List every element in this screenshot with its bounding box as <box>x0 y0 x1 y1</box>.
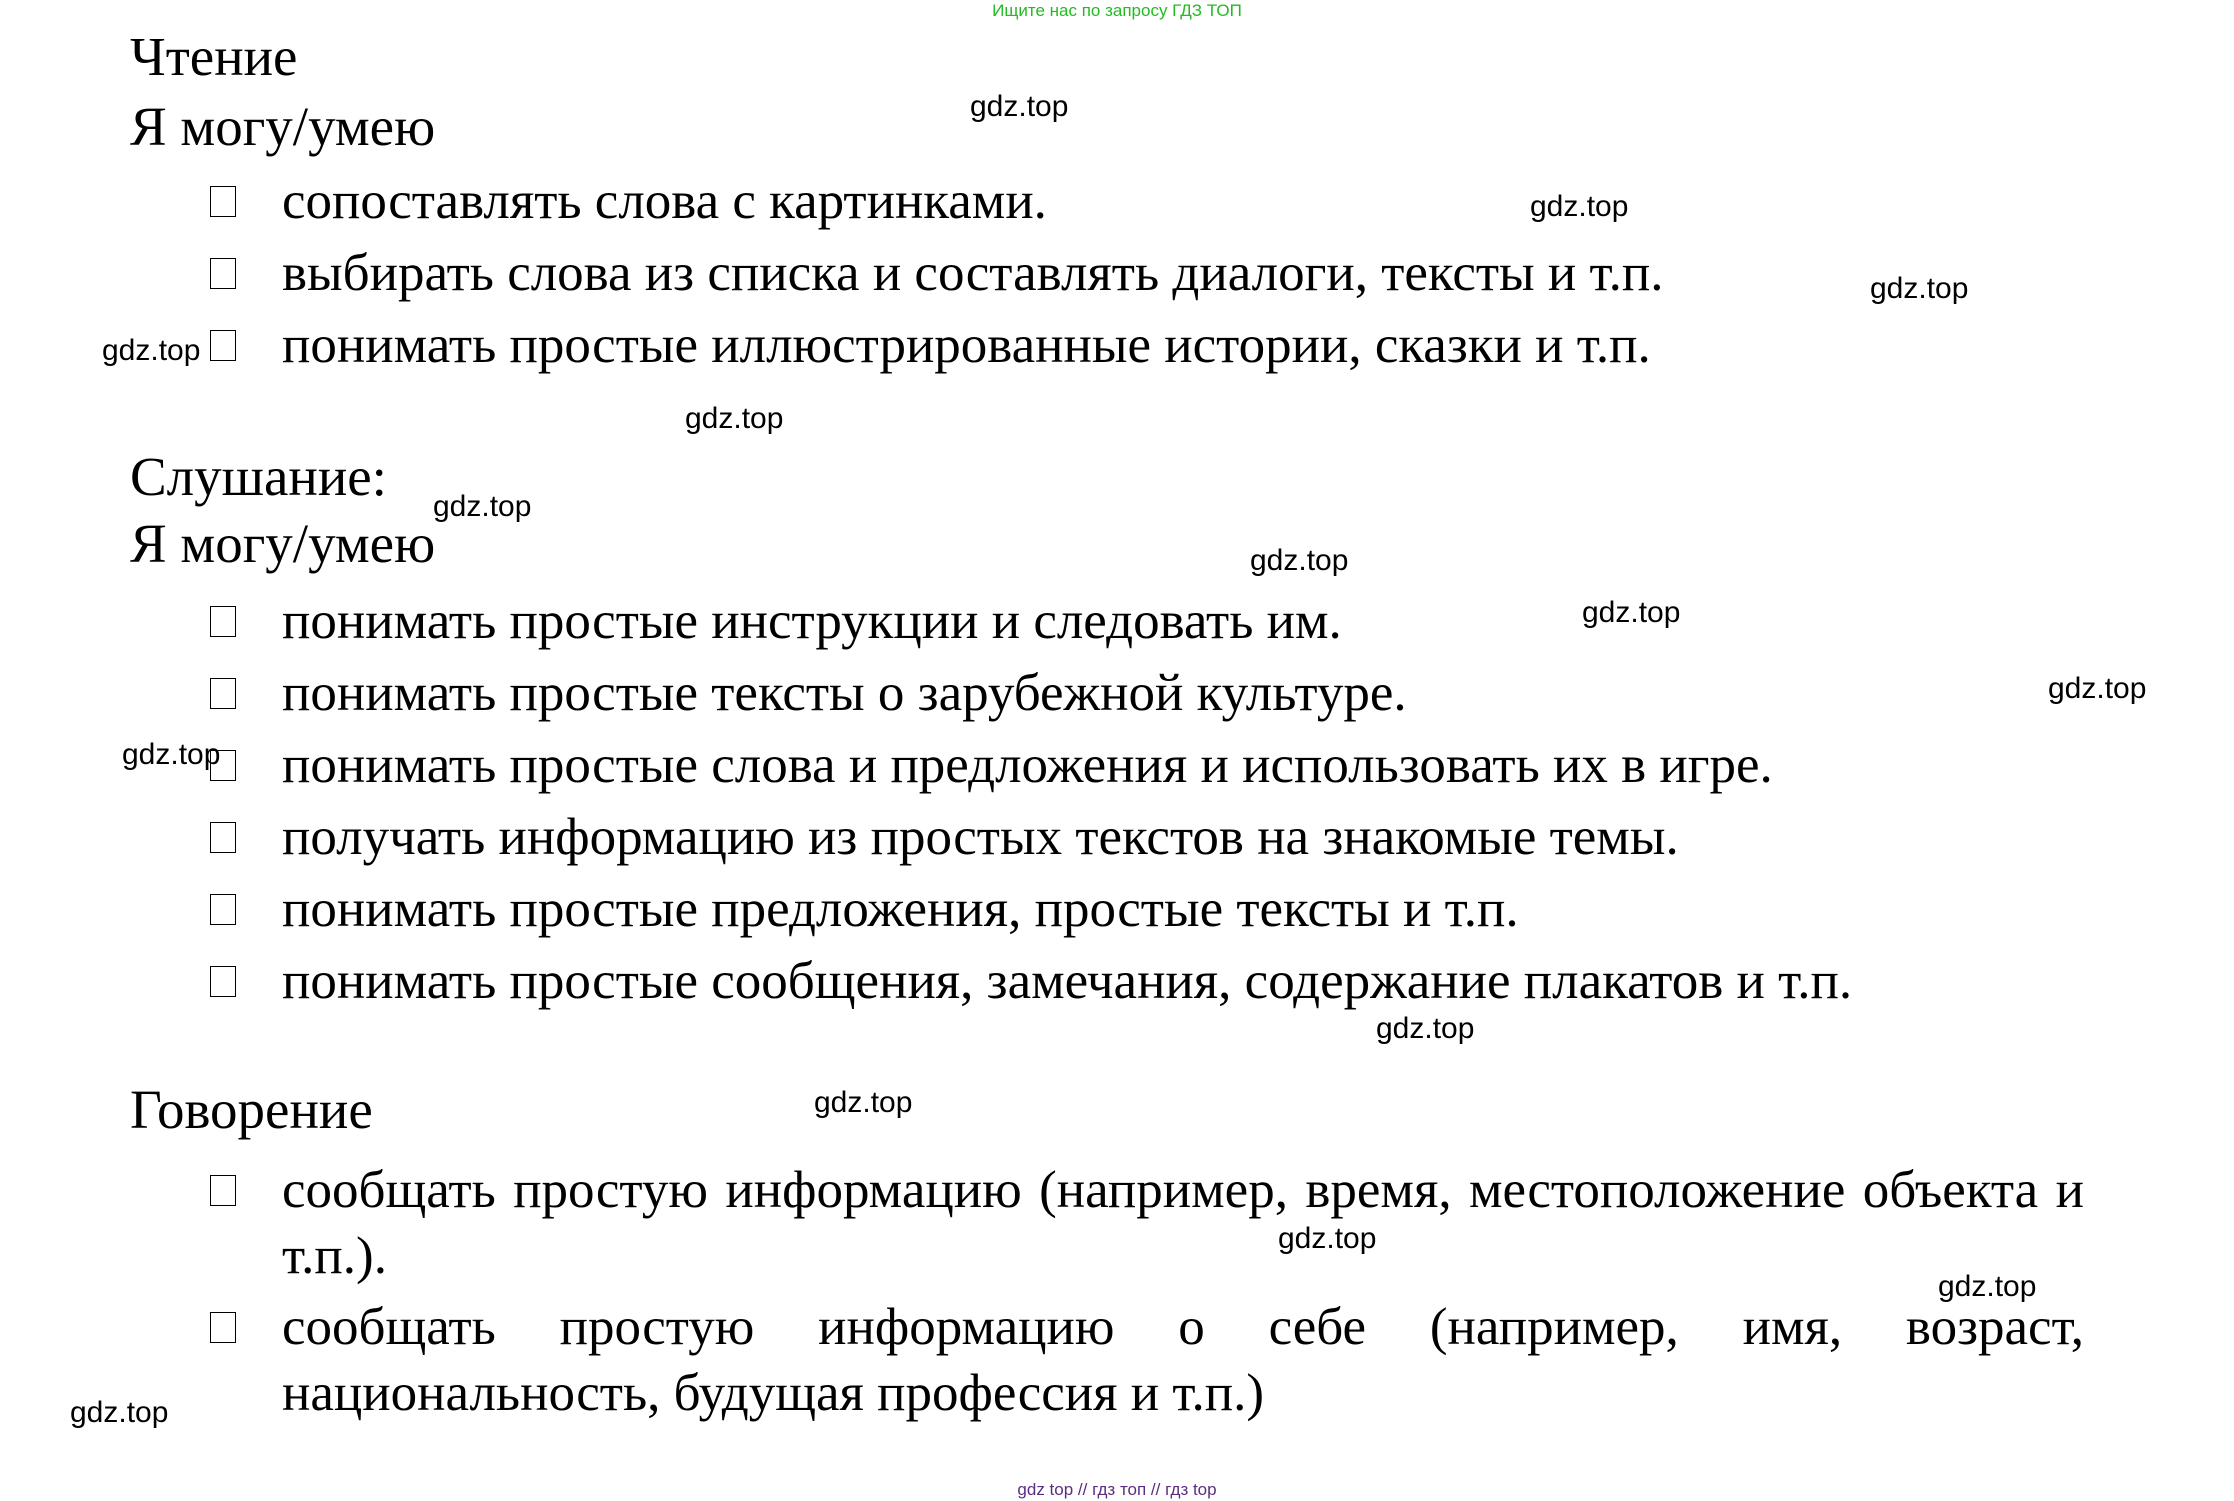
checkbox[interactable] <box>210 186 236 217</box>
list-item-text: выбирать слова из списка и составлять диалоги, тексты и т.п. <box>282 244 1664 302</box>
list-item-text: сообщать простую информацию (например, время, местоположение объекта и т.п.). <box>282 1161 2084 1285</box>
checkbox[interactable] <box>210 258 236 289</box>
list-item-text: понимать простые слова и предложения и использовать их в игре. <box>282 736 1773 794</box>
speaking-heading: Говорение <box>130 1079 373 1140</box>
watermark: gdz.top <box>685 402 784 435</box>
reading-heading: Чтение <box>130 26 298 87</box>
watermark: gdz.top <box>970 90 1069 123</box>
watermark: gdz.top <box>814 1086 913 1119</box>
checkbox[interactable] <box>210 1175 236 1206</box>
watermark: gdz.top <box>1250 544 1349 577</box>
watermark: gdz.top <box>1376 1012 1475 1045</box>
listening-subtitle: Я могу/умею <box>130 513 436 574</box>
watermark: gdz.top <box>122 738 221 771</box>
listening-heading: Слушание: <box>130 446 387 507</box>
watermark: gdz.top <box>1870 272 1969 305</box>
watermark: gdz.top <box>433 490 532 523</box>
list-item-text: понимать простые инструкции и следовать им. <box>282 592 1342 650</box>
reading-subtitle: Я могу/умею <box>130 96 436 157</box>
top-banner: Ищите нас по запросу ГДЗ ТОП <box>992 1 1242 20</box>
watermark: gdz.top <box>1530 190 1629 223</box>
checkbox[interactable] <box>210 894 236 925</box>
bottom-banner: gdz top // гдз топ // гдз top <box>1017 1480 1217 1499</box>
checkbox[interactable] <box>210 330 236 361</box>
watermark: gdz.top <box>1938 1270 2037 1303</box>
checkbox[interactable] <box>210 678 236 709</box>
list-item-text: сопоставлять слова с картинками. <box>282 172 1047 230</box>
checkbox[interactable] <box>210 606 236 637</box>
list-item-text: понимать простые тексты о зарубежной культуре. <box>282 664 1407 722</box>
watermark: gdz.top <box>102 334 201 367</box>
list-item-text: понимать простые сообщения, замечания, содержание плакатов и т.п. <box>282 952 1853 1010</box>
checkbox[interactable] <box>210 822 236 853</box>
checkbox[interactable] <box>210 966 236 997</box>
list-item-text: понимать простые предложения, простые тексты и т.п. <box>282 880 1519 938</box>
watermark: gdz.top <box>2048 672 2147 705</box>
list-item-text: сообщать простую информацию о себе (например, имя, возраст, национальность, будущая профессия и т.п.) <box>282 1298 2084 1422</box>
watermark: gdz.top <box>70 1396 169 1429</box>
watermark: gdz.top <box>1582 596 1681 629</box>
list-item-text: получать информацию из простых текстов на знакомые темы. <box>282 808 1679 866</box>
watermark: gdz.top <box>1278 1222 1377 1255</box>
list-item-text: понимать простые иллюстрированные истории, сказки и т.п. <box>282 316 1651 374</box>
checkbox[interactable] <box>210 1312 236 1343</box>
